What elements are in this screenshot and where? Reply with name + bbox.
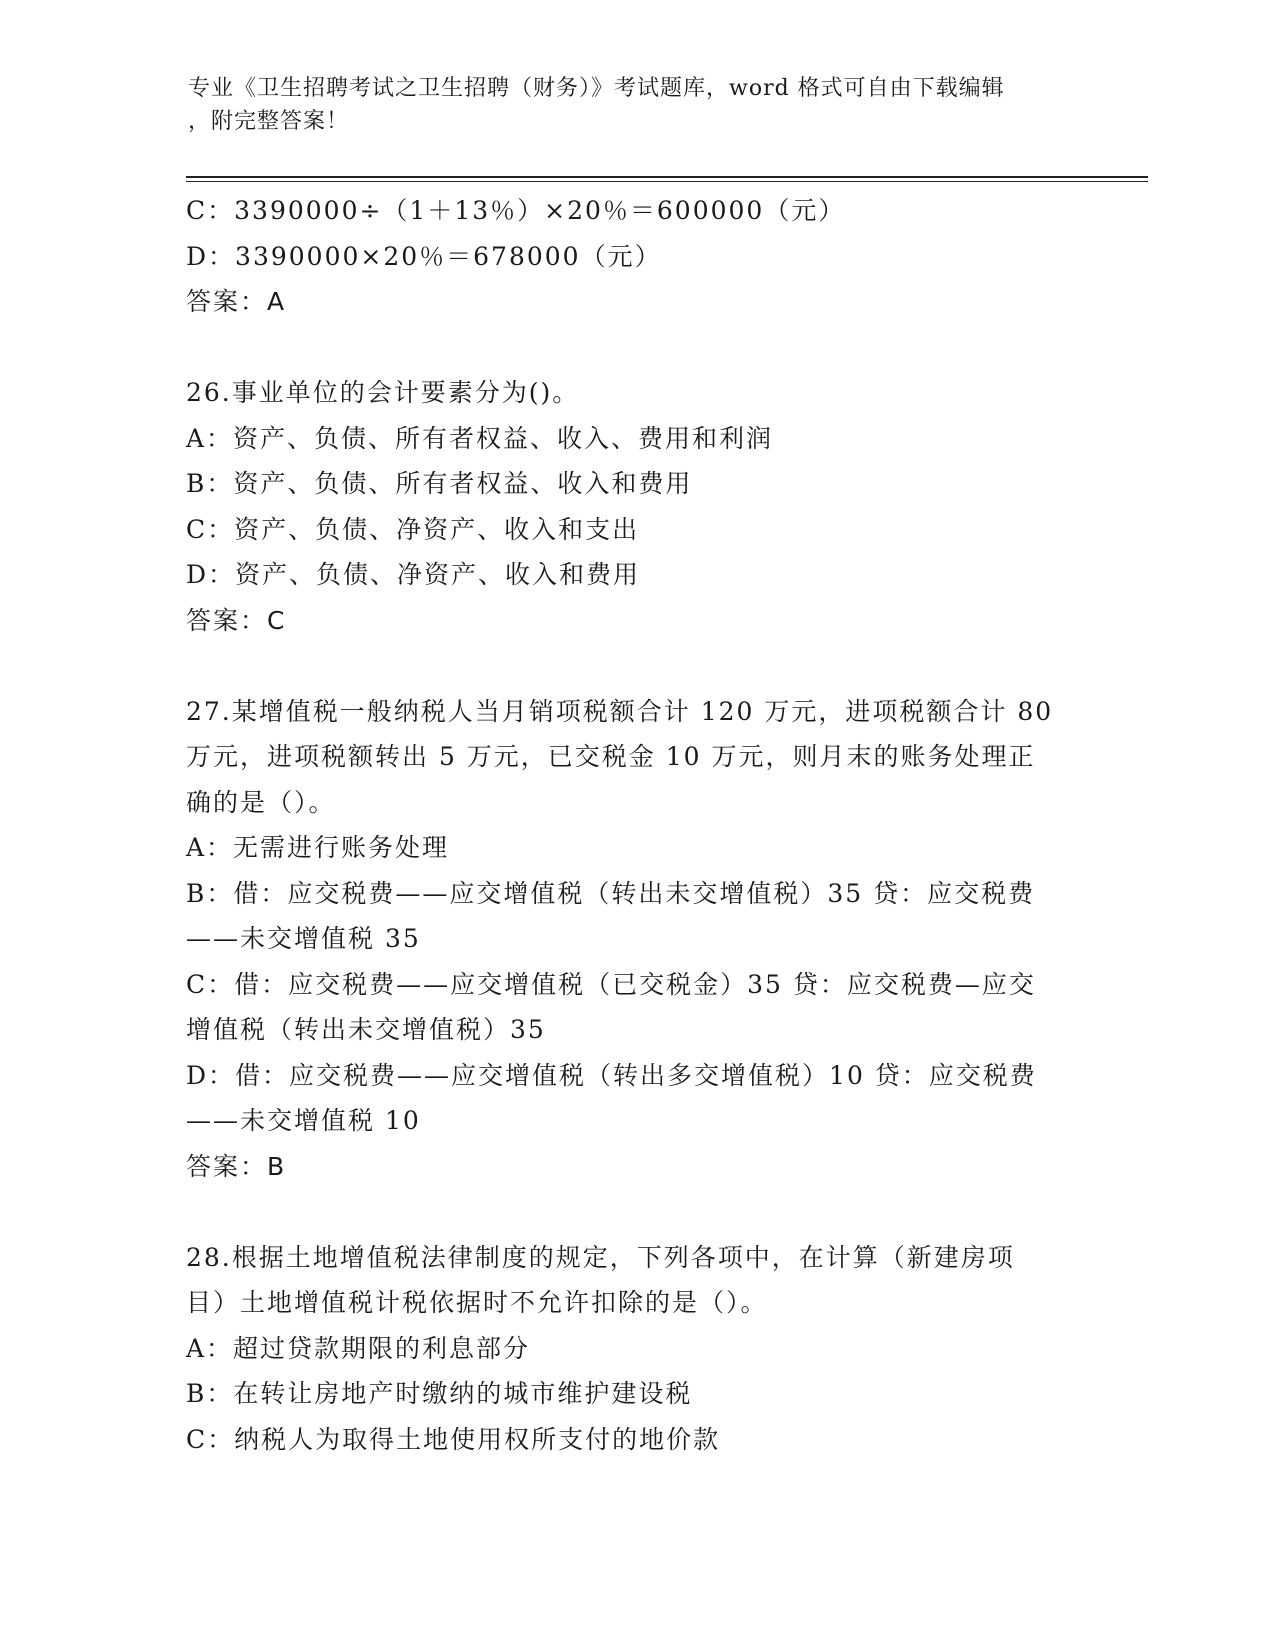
option-c: C：纳税人为取得土地使用权所支付的地价款	[186, 1424, 721, 1454]
option-b: B：资产、负债、所有者权益、收入和费用	[186, 469, 693, 498]
spacer	[186, 325, 1076, 371]
option-b-line-2: ——未交增值税 35	[186, 924, 421, 953]
header-line-2: ，附完整答案！	[188, 109, 350, 134]
option-d: D：3390000×20％＝678000（元）	[186, 241, 662, 271]
option-b: B：在转让房地产时缴纳的城市维护建设税	[186, 1379, 693, 1408]
document-body	[186, 188, 1076, 1462]
option-a: A：无需进行账务处理	[186, 833, 450, 862]
option-b-line-1: B：借：应交税费——应交增值税（转出未交增值税）35 贷：应交税费	[186, 878, 1036, 908]
question-stem: 26.事业单位的会计要素分为()。	[186, 378, 580, 407]
question-stem-line-3: 确的是（）。	[186, 787, 336, 817]
header-line-1: 专业《卫生招聘考试之卫生招聘（财务）》考试题库，word 格式可自由下载编辑	[188, 76, 1005, 101]
question-stem-line-2: 目）土地增值税计税依据时不允许扣除的是（）。	[186, 1288, 768, 1317]
question-28	[186, 1235, 1076, 1463]
answer: 答案：C	[186, 605, 287, 635]
option-c: C：资产、负债、净资产、收入和支出	[186, 514, 640, 544]
document-header	[188, 72, 1088, 138]
header-divider-thick	[186, 176, 1148, 178]
option-c-line-2: 增值税（转出未交增值税）35	[186, 1015, 546, 1044]
option-d-line-2: ——未交增值税 10	[186, 1106, 421, 1135]
header-divider-thin	[186, 181, 1148, 182]
option-d-line-1: D：借：应交税费——应交增值税（转出多交增值税）10 贷：应交税费	[186, 1060, 1037, 1090]
question-stem-line-1: 27.某增值税一般纳税人当月销项税额合计 120 万元，进项税额合计 80	[186, 696, 1054, 726]
question-25-tail	[186, 188, 1076, 325]
answer: 答案：B	[186, 1151, 287, 1181]
spacer	[186, 643, 1076, 689]
spacer	[186, 1189, 1076, 1235]
question-27	[186, 689, 1076, 1190]
question-stem-line-2: 万元，进项税额转出 5 万元，已交税金 10 万元，则月末的账务处理正	[186, 742, 1036, 771]
option-a: A：资产、负债、所有者权益、收入、费用和利润	[186, 423, 774, 453]
option-a: A：超过贷款期限的利息部分	[186, 1333, 531, 1363]
option-d: D：资产、负债、净资产、收入和费用	[186, 560, 641, 589]
answer: 答案：A	[186, 287, 287, 316]
option-c: C：3390000÷（1＋13％）×20％＝600000（元）	[186, 196, 846, 225]
question-26	[186, 370, 1076, 643]
question-stem-line-1: 28.根据土地增值税法律制度的规定，下列各项中，在计算（新建房项	[186, 1242, 1015, 1272]
option-c-line-1: C：借：应交税费——应交增值税（已交税金）35 贷：应交税费—应交	[186, 969, 1036, 999]
